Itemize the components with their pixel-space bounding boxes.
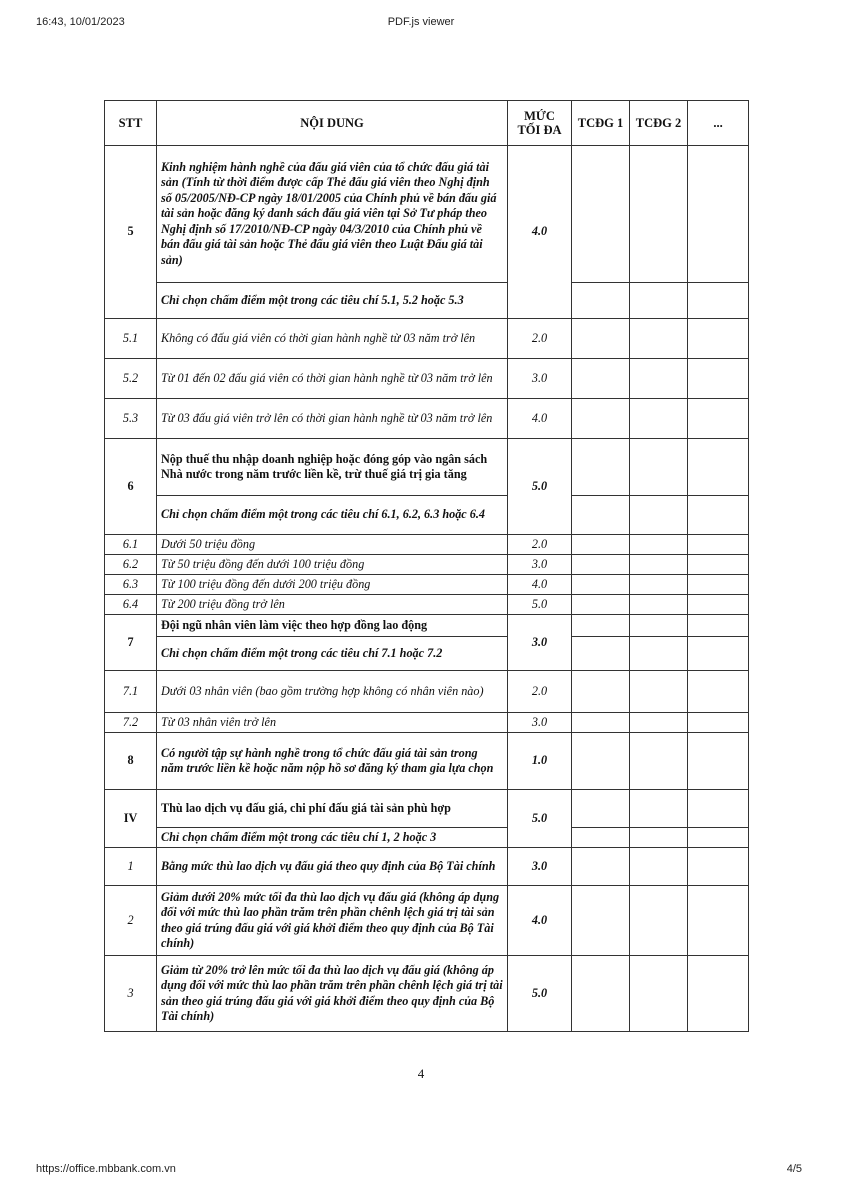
page-number: 4 [417,1066,425,1081]
row-content: Giảm dưới 20% mức tối đa thù lao dịch vụ đấu giá (không áp dụng đối với mức thù lao phần trăm trên phần chênh lệch giá trị tài sản theo giá trúng đấu giá với giá khởi điểm theo quy định của Bộ Tài chính) [157,886,508,956]
row-max: 3.0 [508,713,572,733]
row-stt: IV [105,790,157,848]
row-content: Thù lao dịch vụ đấu giá, chi phí đấu giá tài sản phù hợp [157,790,508,828]
score-cell[interactable] [572,359,630,399]
print-datetime: 16:43, 10/01/2023 [36,16,125,28]
row-max: 2.0 [508,671,572,713]
score-cell[interactable] [688,555,749,575]
row-content: Có người tập sự hành nghề trong tổ chức đấu giá tài sản trong năm trước liền kề hoặc năm nộp hồ sơ đăng ký tham gia lựa chọn [157,733,508,790]
row-max: 2.0 [508,319,572,359]
row-max: 1.0 [508,733,572,790]
score-cell[interactable] [630,535,688,555]
score-cell[interactable] [630,733,688,790]
score-cell[interactable] [572,535,630,555]
row-max: 5.0 [508,956,572,1032]
row-content: Từ 03 đấu giá viên trở lên có thời gian hành nghề từ 03 năm trở lên [157,399,508,439]
score-cell[interactable] [630,886,688,956]
score-cell[interactable] [630,956,688,1032]
score-cell[interactable] [630,671,688,713]
score-cell[interactable] [688,886,749,956]
score-cell[interactable] [572,319,630,359]
table-row [105,575,749,595]
row-max: 3.0 [508,555,572,575]
row-content: Không có đấu giá viên có thời gian hành nghề từ 03 năm trở lên [157,319,508,359]
row-max: 5.0 [508,439,572,535]
score-cell[interactable] [572,713,630,733]
score-cell[interactable] [688,535,749,555]
score-cell[interactable] [630,848,688,886]
row-stt: 6.1 [105,535,157,555]
row-max: 4.0 [508,146,572,319]
table-row [105,671,749,713]
score-cell[interactable] [630,637,688,671]
score-cell[interactable] [688,790,749,828]
table-row [105,283,749,319]
score-cell[interactable] [572,399,630,439]
row-content: Từ 200 triệu đồng trở lên [157,595,508,615]
table-header-row [105,101,749,146]
row-note: Chỉ chọn chấm điểm một trong các tiêu chí 7.1 hoặc 7.2 [157,637,508,671]
score-cell[interactable] [688,439,749,496]
score-cell[interactable] [572,595,630,615]
table-row [105,496,749,535]
row-stt: 1 [105,848,157,886]
row-stt: 6.3 [105,575,157,595]
header-tcdg-2: TCĐG 2 [630,101,688,146]
score-cell[interactable] [630,439,688,496]
score-cell[interactable] [630,146,688,283]
row-content: Kinh nghiệm hành nghề của đấu giá viên của tổ chức đấu giá tài sản (Tính từ thời điểm được cấp Thẻ đấu giá viên theo Nghị định số 05/2005/NĐ-CP ngày 18/01/2005 của Chính phủ về bán đấu giá tài sản hoặc đăng ký danh sách đấu giá viên tại Sở Tư pháp theo Nghị định số 17/2010/NĐ-CP ngày 04/3/2010 của Chính phủ về bán đấu giá tài sản hoặc Thẻ đấu giá viên theo Luật Đấu giá tài sản) [157,146,508,283]
row-stt: 3 [105,956,157,1032]
table-row [105,713,749,733]
row-content: Giảm từ 20% trở lên mức tối đa thù lao dịch vụ đấu giá (không áp dụng đối với mức thù lao phần trăm trên phần chênh lệch giá trị tài sản theo giá trúng đấu giá với giá khởi điểm theo quy định của Bộ Tài chính) [157,956,508,1032]
row-max: 3.0 [508,615,572,671]
row-stt: 7 [105,615,157,671]
row-content: Từ 03 nhân viên trở lên [157,713,508,733]
score-cell[interactable] [630,790,688,828]
row-stt: 5.3 [105,399,157,439]
row-stt: 7.2 [105,713,157,733]
print-page-counter: 4/5 [786,1163,802,1175]
score-cell[interactable] [572,146,630,283]
row-note: Chỉ chọn chấm điểm một trong các tiêu chí 6.1, 6.2, 6.3 hoặc 6.4 [157,496,508,535]
score-cell[interactable] [688,637,749,671]
header-stt: STT [105,101,157,146]
row-content: Đội ngũ nhân viên làm việc theo hợp đồng lao động [157,615,508,637]
score-cell[interactable] [688,575,749,595]
score-cell[interactable] [572,828,630,848]
row-content: Từ 100 triệu đồng đến dưới 200 triệu đồng [157,575,508,595]
score-cell[interactable] [688,671,749,713]
row-max: 4.0 [508,886,572,956]
row-content: Dưới 50 triệu đồng [157,535,508,555]
score-cell[interactable] [572,439,630,496]
row-max: 4.0 [508,399,572,439]
score-cell[interactable] [688,828,749,848]
row-max: 3.0 [508,359,572,399]
score-cell[interactable] [688,359,749,399]
score-cell[interactable] [688,595,749,615]
row-max: 4.0 [508,575,572,595]
table-row [105,359,749,399]
row-stt: 8 [105,733,157,790]
score-cell[interactable] [688,283,749,319]
score-cell[interactable] [630,359,688,399]
score-cell[interactable] [630,319,688,359]
row-note: Chỉ chọn chấm điểm một trong các tiêu chí 1, 2 hoặc 3 [157,828,508,848]
score-cell[interactable] [688,319,749,359]
score-cell[interactable] [630,713,688,733]
table-row [105,828,749,848]
table-row [105,790,749,828]
table-row [105,319,749,359]
table-row [105,439,749,496]
score-cell[interactable] [572,555,630,575]
row-stt: 7.1 [105,671,157,713]
row-stt: 6.4 [105,595,157,615]
table-row [105,535,749,555]
row-max: 3.0 [508,848,572,886]
score-cell[interactable] [688,956,749,1032]
print-url: https://office.mbbank.com.vn [36,1163,176,1175]
score-cell[interactable] [572,790,630,828]
score-cell[interactable] [630,283,688,319]
row-max: 5.0 [508,595,572,615]
table-row [105,956,749,1032]
row-content: Bằng mức thù lao dịch vụ đấu giá theo quy định của Bộ Tài chính [157,848,508,886]
table-row [105,886,749,956]
score-cell[interactable] [572,848,630,886]
score-cell[interactable] [572,671,630,713]
header-muc-toi-da: MỨC TỐI ĐA [508,101,572,146]
header-more: ... [688,101,749,146]
table-row [105,555,749,575]
score-cell[interactable] [630,615,688,637]
row-content: Từ 50 triệu đồng đến dưới 100 triệu đồng [157,555,508,575]
score-cell[interactable] [630,496,688,535]
table-row [105,615,749,637]
score-cell[interactable] [572,575,630,595]
score-cell[interactable] [630,399,688,439]
score-cell[interactable] [688,848,749,886]
header-tcdg-1: TCĐG 1 [572,101,630,146]
table-row [105,733,749,790]
score-cell[interactable] [630,828,688,848]
score-cell[interactable] [688,733,749,790]
row-max: 2.0 [508,535,572,555]
header-noi-dung: NỘI DUNG [157,101,508,146]
row-stt: 5.1 [105,319,157,359]
row-content: Từ 01 đến 02 đấu giá viên có thời gian hành nghề từ 03 năm trở lên [157,359,508,399]
table-row [105,595,749,615]
score-cell[interactable] [572,956,630,1032]
table-row [105,637,749,671]
score-cell[interactable] [572,283,630,319]
row-stt: 5.2 [105,359,157,399]
row-stt: 6.2 [105,555,157,575]
score-cell[interactable] [688,615,749,637]
row-stt: 2 [105,886,157,956]
score-cell[interactable] [572,733,630,790]
evaluation-table [104,100,749,1032]
score-cell[interactable] [630,595,688,615]
score-cell[interactable] [572,615,630,637]
row-max: 5.0 [508,790,572,848]
table-row [105,146,749,283]
score-cell[interactable] [630,575,688,595]
row-note: Chỉ chọn chấm điểm một trong các tiêu chí 5.1, 5.2 hoặc 5.3 [157,283,508,319]
score-cell[interactable] [572,886,630,956]
row-content: Dưới 03 nhân viên (bao gồm trường hợp không có nhân viên nào) [157,671,508,713]
score-cell[interactable] [688,713,749,733]
score-cell[interactable] [688,146,749,283]
row-stt: 5 [105,146,157,319]
table-row [105,848,749,886]
print-title: PDF.js viewer [387,16,455,28]
score-cell[interactable] [688,496,749,535]
score-cell[interactable] [688,399,749,439]
score-cell[interactable] [630,555,688,575]
score-cell[interactable] [572,496,630,535]
score-cell[interactable] [572,637,630,671]
table-row [105,399,749,439]
row-content: Nộp thuế thu nhập doanh nghiệp hoặc đóng góp vào ngân sách Nhà nước trong năm trước liền kề, trừ thuế giá trị gia tăng [157,439,508,496]
row-stt: 6 [105,439,157,535]
